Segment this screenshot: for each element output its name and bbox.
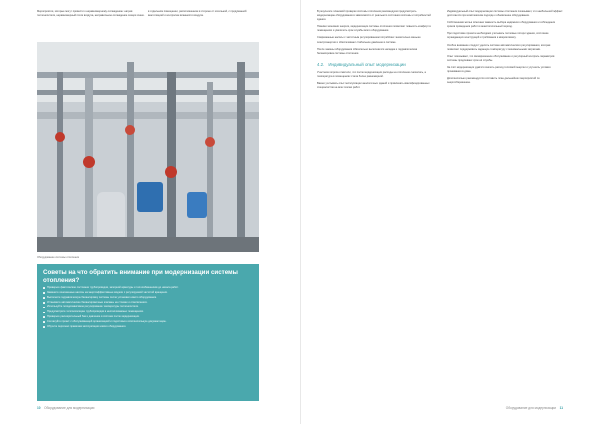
paragraph: В результате плановой проверки системы отопления рекомендуем предусмотреть модернизацию оборудования в зависимости от реального состояния системы и потребностей здания. xyxy=(317,10,431,22)
paragraph: Индивидуальный опыт модернизации системы отопления показывает, что наибольший эффект достигается при комплексном подходе к обновлению оборудования. xyxy=(447,10,563,18)
paragraph: Важно учитывать опыт эксплуатации аналогичных зданий и привлекать квалифицированных специалистов на всех этапах работ. xyxy=(317,82,430,90)
right-page xyxy=(300,0,600,424)
left-top-column-2 xyxy=(148,10,256,21)
tips-list-item: Проверьте расширительный бак и давление в системе после модернизации. xyxy=(43,315,255,319)
paragraph: Опыт показывает, что своевременное обслуживание и регулярный контроль параметров системы продлевают срок её службы. xyxy=(447,54,555,62)
tips-list-item: Согласуйте проект с обслуживающей организацией и подготовьте исполнительную документацию. xyxy=(43,320,255,324)
boiler-room-illustration xyxy=(37,42,259,252)
tips-list-item: Выполните гидравлическую балансировку системы после установки нового оборудования. xyxy=(43,296,255,300)
paragraph: При подготовке проекта необходимо учитывать тепловые потери здания, состояние ограждающих конструкций и требования к микроклимату. xyxy=(447,32,549,40)
right-column-2 xyxy=(447,10,563,88)
paragraph: Дополнительно рекомендуется составить план дальнейших мероприятий по энергосбережению. xyxy=(447,77,540,85)
page-number: 10 xyxy=(37,406,41,410)
page-number: 11 xyxy=(559,406,563,410)
tips-title: Советы на что обратить внимание при модернизации системы отопления? xyxy=(43,269,238,284)
section-number: 4.2. xyxy=(317,61,325,67)
paragraph: За счёт модернизации удаётся снизить расход тепловой энергии и улучшить условия проживания в доме. xyxy=(447,65,551,74)
paragraph: Особое внимание следует уделять системе автоматического регулирования, которая позволяет поддерживать заданную температуру с минимальными затратами. xyxy=(447,43,551,51)
paragraph: После замены оборудования обязательно выполняется наладка и гидравлическая балансировка системы отопления. xyxy=(317,47,418,55)
paragraph: Современные насосы с частотным регулированием потребляют значительно меньше электроэнергии и обеспечивают стабильное давление в системе. xyxy=(317,36,421,44)
tips-list-item: Обучите персонал правилам эксплуатации нового оборудования. xyxy=(43,325,255,329)
paragraph: Помимо экономии энергии, модернизация системы отопления позволяет повысить комфорт в помещениях и увеличить срок службы всего оборудования. xyxy=(317,25,431,33)
tips-list-item: Предусмотрите теплоизоляцию трубопроводов в неотапливаемых помещениях. xyxy=(43,310,255,314)
paragraph: Мероприятия, которые могут привести к неравномерному охлаждению: нагрев теплоносителя, неравномерный поток воздуха, неправильное охлаждение секции ячеек. xyxy=(37,10,145,18)
tips-list-item: Используйте погодозависимое регулирование температуры теплоносителя. xyxy=(43,305,255,309)
footer-title: Оборудование для модернизации xyxy=(44,406,95,410)
photo-caption: Оборудование системы отопления xyxy=(37,256,80,259)
section-title: Индивидуальный опыт модернизации xyxy=(328,61,406,67)
tips-list-item: Установите автоматические балансировочные клапаны на стояках и ответвлениях. xyxy=(43,301,255,305)
tips-box xyxy=(37,264,259,401)
paragraph: Собственники жилья отмечают важность выбора надёжного оборудования и соблюдения сроков проведения работ в межотопительный период. xyxy=(447,21,556,29)
paragraph: в отдельном помещении, расположенном в стороне от котельной, с продуманной вентиляцией и контролем влажности воздуха. xyxy=(148,10,247,18)
right-footer xyxy=(506,406,563,410)
heating-equipment-photo xyxy=(37,42,259,252)
right-column-1 xyxy=(317,10,433,93)
left-top-column-1 xyxy=(37,10,145,21)
tips-list xyxy=(43,286,255,330)
tips-list-item: Проверьте фактическое состояние трубопроводов, запорной арматуры и теплообменников до начала работ. xyxy=(43,286,255,290)
left-footer xyxy=(37,406,94,410)
tips-list-item: Замените изношенные насосы на энергоэффективные модели с регулируемой частотой вращения. xyxy=(43,291,255,295)
footer-title: Оборудование для модернизации xyxy=(505,406,557,410)
section-heading xyxy=(317,62,433,67)
paragraph: Участники опроса отметили, что после модернизации расходы на отопление снизились, а температура в помещениях стала более равномерной. xyxy=(317,71,426,79)
